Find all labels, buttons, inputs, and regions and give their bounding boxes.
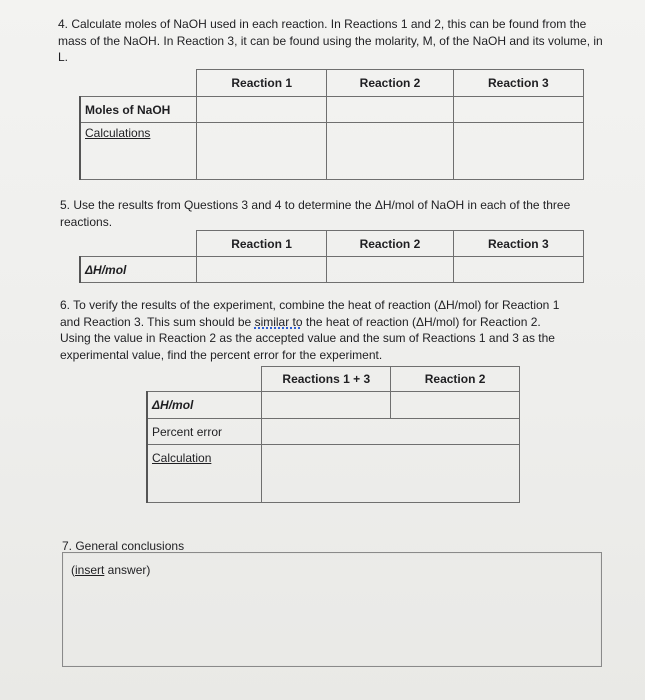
delta-h-reaction-3-cell[interactable] xyxy=(453,257,583,283)
calculations-row-label: Calculations xyxy=(80,123,197,180)
question-5-text: 5. Use the results from Questions 3 and 4 to determine the ΔH/mol of NaOH in each of the three reactions. xyxy=(60,198,571,229)
question-4-text: 4. Calculate moles of NaOH used in each reaction. In Reactions 1 and 2, this can be found from the mass of the NaOH. In Reaction 3, it can be found using the molarity, M, of the NaOH and its volume, in L. xyxy=(58,17,603,64)
percent-error-table xyxy=(146,366,520,503)
percent-error-header-reactions-1-3: Reactions 1 + 3 xyxy=(262,367,391,392)
moles-reaction-2-cell[interactable] xyxy=(327,97,453,123)
moles-table-header-reaction-1: Reaction 1 xyxy=(197,70,327,97)
percent-error-header-reaction-2: Reaction 2 xyxy=(391,367,520,392)
percent-error-value-cell[interactable] xyxy=(262,419,520,445)
moles-reaction-1-cell[interactable] xyxy=(197,97,327,123)
pe-delta-h-row-label: ΔH/mol xyxy=(147,392,262,419)
moles-table-header-reaction-2: Reaction 2 xyxy=(327,70,453,97)
moles-table-header-reaction-3: Reaction 3 xyxy=(453,70,583,97)
delta-h-reaction-2-cell[interactable] xyxy=(327,257,453,283)
similar-to-phrase: similar to xyxy=(254,314,303,329)
delta-h-table xyxy=(79,230,584,283)
question-6-text xyxy=(60,297,612,363)
general-conclusions-answer-box[interactable] xyxy=(62,552,602,667)
question-6-line-2: and Reaction 3. This sum should be similar to the heat of reaction (ΔH/mol) for Reaction 2. xyxy=(60,314,541,329)
question-6-line-4: experimental value, find the percent error for the experiment. xyxy=(60,347,383,362)
delta-h-header-reaction-1: Reaction 1 xyxy=(196,231,326,257)
delta-h-table-corner xyxy=(80,231,196,257)
calculations-reaction-1-cell[interactable] xyxy=(197,123,327,180)
calculation-value-cell[interactable] xyxy=(262,445,520,503)
pe-delta-h-reaction-2-cell[interactable] xyxy=(391,392,520,419)
moles-reaction-3-cell[interactable] xyxy=(453,97,583,123)
pe-delta-h-reactions-1-3-cell[interactable] xyxy=(262,392,391,419)
delta-h-row-label: ΔH/mol xyxy=(80,257,196,283)
moles-table-corner xyxy=(80,70,197,97)
question-6-line-1: 6. To verify the results of the experiment, combine the heat of reaction (ΔH/mol) for Reaction 1 xyxy=(60,298,560,312)
calculations-reaction-3-cell[interactable] xyxy=(453,123,583,180)
delta-h-header-reaction-3: Reaction 3 xyxy=(453,231,583,257)
question-6-line-3: Using the value in Reaction 2 as the accepted value and the sum of Reactions 1 and 3 as the xyxy=(60,331,555,345)
question-7-heading: 7. General conclusions xyxy=(62,539,185,553)
moles-table xyxy=(79,69,584,180)
delta-h-header-reaction-2: Reaction 2 xyxy=(327,231,453,257)
calculation-row-label: Calculation xyxy=(147,445,262,503)
percent-error-row-label: Percent error xyxy=(147,419,262,445)
answer-placeholder: (insert answer) xyxy=(71,563,151,577)
percent-error-table-corner xyxy=(147,367,262,392)
delta-h-reaction-1-cell[interactable] xyxy=(196,257,326,283)
calculations-reaction-2-cell[interactable] xyxy=(327,123,453,180)
insert-word: insert xyxy=(75,563,105,577)
moles-row-label: Moles of NaOH xyxy=(80,97,197,123)
